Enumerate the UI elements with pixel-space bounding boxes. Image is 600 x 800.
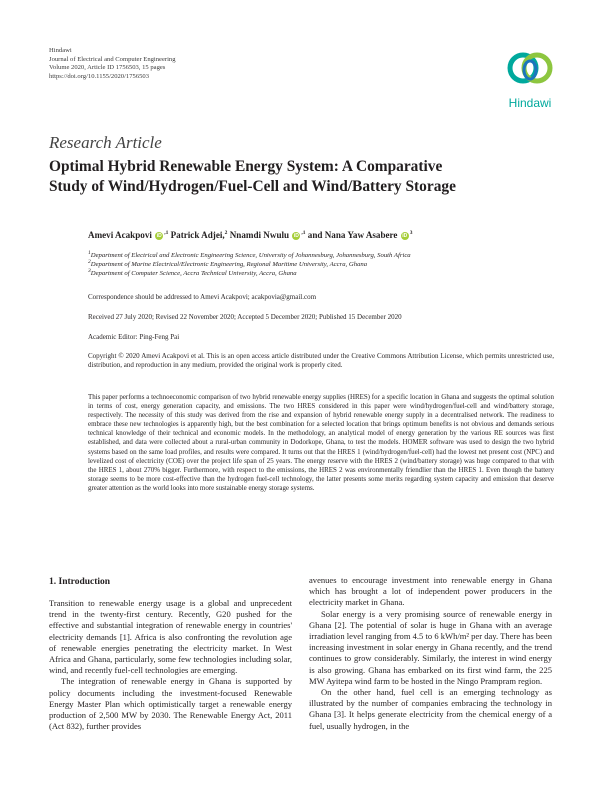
journal-header — [49, 47, 309, 81]
abstract: This paper performs a technoeconomic comparison of two hybrid renewable energy supplies (HRES) for a specific location in Ghana and suggests the optimal solution in terms of cost, energy generation capacity, and emissions. The two HRES considered in this paper were wind/hydrogen/fuel-cell and wind/battery storage, respectively. The necessity of this study was derived from the rise and expansion of hybrid renewable energy supply in a decentralised network. The readiness to embrace these new technologies is apparently high, but the best combination for a selected location that brings optimum benefits is not obvious and demands serious technical knowledge of their technical and economic models. In the methodology, an analytical model of energy generation by the various RE sources was first established, and data were collected about a rural-urban community in Dodorkope, Ghana, to test the models. HOMER software was used to design the two hybrid systems based on the same load profiles, and results were compared. It turns out that the HRES 1 (wind/hydrogen/fuel-cell) had the lowest net present cost (NPC) and levelized cost of electricity (COE) over the project life span of 25 years. The energy reserve with the HRES 2 (wind/battery storage) was huge compared to that with the HRES 1, about 270% bigger. Furthermore, with respect to the emissions, the HRES 2 was environmentally friendlier than the HRES 1. Even though the battery storage seems to be more cost-effective than the hydrogen fuel-cell technology, the latter presents some merits regarding system capacity and emission that deserve greater attention as the world looks into more sustainable energy storage systems. — [88, 393, 554, 492]
affiliation-item — [88, 251, 568, 260]
academic-editor: Academic Editor: Ping-Feng Pai — [88, 333, 180, 341]
body-paragraph: Solar energy is a very promising source of renewable energy in Ghana [2]. The potential of solar is huge in Ghana with an average irradiation level ranging from 4.5 to 6 kWh/m² per day. There has been increasing investment in solar energy in Ghana recently, and the trend continues to grow considerably. Similarly, the interest in wind energy is also growing. Ghana has embarked on its first wind farm, the 225 MW Ayitepa wind farm to be hosted in the Ningo Prampram region. — [309, 608, 552, 686]
affiliations — [88, 251, 568, 279]
affiliation-number: 1 — [88, 249, 91, 256]
hindawi-logo-icon — [500, 48, 560, 90]
body-paragraph: avenues to encourage investment into renewable energy in Ghana which has brought a lot of independent power producers in the electricity market in Ghana. — [309, 575, 552, 608]
author-affiliation-sup: ,1 — [164, 229, 169, 236]
affiliation-text: Department of Computer Science, Accra Technical University, Accra, Ghana — [90, 270, 297, 278]
body-paragraph: The integration of renewable energy in Ghana is supported by policy documents including the investment-focused Renewable Energy Master Plan which optimistically target a renewable energy production of 2,500 MW by 2030. The Renewable Energy Act, 2011 (Act 832), further provides — [49, 676, 292, 732]
article-title — [49, 157, 569, 197]
article-type: Research Article — [49, 133, 162, 152]
author-affiliation-sup: 2 — [224, 229, 228, 236]
body-paragraph: Transition to renewable energy usage is a global and unprecedent trend in the twenty-first century. Recently, G20 pushed for the effective and substantial integration of renewable energy in countries' electricity demands [1]. Africa is also confronting the revolution age of renewable energies penetrating the electricity market. In West Africa and Ghana, particularly, some few technologies including solar, wind, and recently fuel-cell technologies are emerging. — [49, 598, 292, 676]
left-column — [49, 598, 292, 732]
author-name: Patrick Adjei, — [170, 230, 225, 240]
affiliation-item — [88, 260, 568, 269]
orcid-icon[interactable]: iD — [402, 233, 408, 239]
right-column — [309, 575, 552, 732]
correspondence: Correspondence should be addressed to Amevi Acakpovi; acakpovia@gmail.com — [88, 293, 317, 301]
doi-link[interactable]: https://doi.org/10.1155/2020/1756503 — [49, 72, 150, 80]
affiliation-text: Department of Marine Electrical/Electronic Engineering, Regional Maritime University, Accra, Ghana — [90, 261, 368, 269]
publisher-name: Hindawi — [49, 47, 72, 54]
orcid-icon[interactable]: iD — [293, 233, 299, 239]
hindawi-logo — [500, 48, 560, 110]
copyright-notice: Copyright © 2020 Amevi Acakpovi et al. This is an open access article distributed under the Creative Commons Attribution License, which permits unrestricted use, distribution, and reproduction in any medium, provided the original work is properly cited. — [88, 352, 554, 370]
title-line-1: Optimal Hybrid Renewable Energy System: A Comparative — [49, 158, 443, 175]
author-name: Nnamdi Nwulu — [229, 230, 290, 240]
title-line-2: Study of Wind/Hydrogen/Fuel-Cell and Wind/Battery Storage — [49, 178, 456, 195]
affiliation-text: Department of Electrical and Electronic Engineering Science, University of Johannesburg, Johannesburg, South Africa — [90, 252, 411, 259]
hindawi-logo-text: Hindawi — [508, 96, 552, 110]
volume-info: Volume 2020, Article ID 1756503, 15 pages — [49, 64, 166, 72]
affiliation-number: 3 — [88, 268, 91, 275]
body-paragraph: On the other hand, fuel cell is an emerging technology as illustrated by the number of companies embracing the technology in Ghana [3]. It helps generate electricity from the chemical energy of a fuel, usually hydrogen, in the — [309, 687, 552, 731]
author-name: and Nana Yaw Asabere — [307, 230, 398, 240]
author-list — [88, 230, 568, 240]
orcid-icon[interactable]: iD — [156, 233, 162, 239]
journal-name: Journal of Electrical and Computer Engineering — [49, 55, 176, 63]
affiliation-number: 2 — [88, 258, 91, 265]
affiliation-item — [88, 269, 568, 278]
publication-dates: Received 27 July 2020; Revised 22 November 2020; Accepted 5 December 2020; Published 15 December 2020 — [88, 313, 402, 321]
author-affiliation-sup: ,1 — [301, 229, 306, 236]
author-name: Amevi Acakpovi — [88, 230, 152, 240]
section-heading: 1. Introduction — [49, 577, 111, 587]
author-affiliation-sup: 3 — [409, 229, 413, 236]
